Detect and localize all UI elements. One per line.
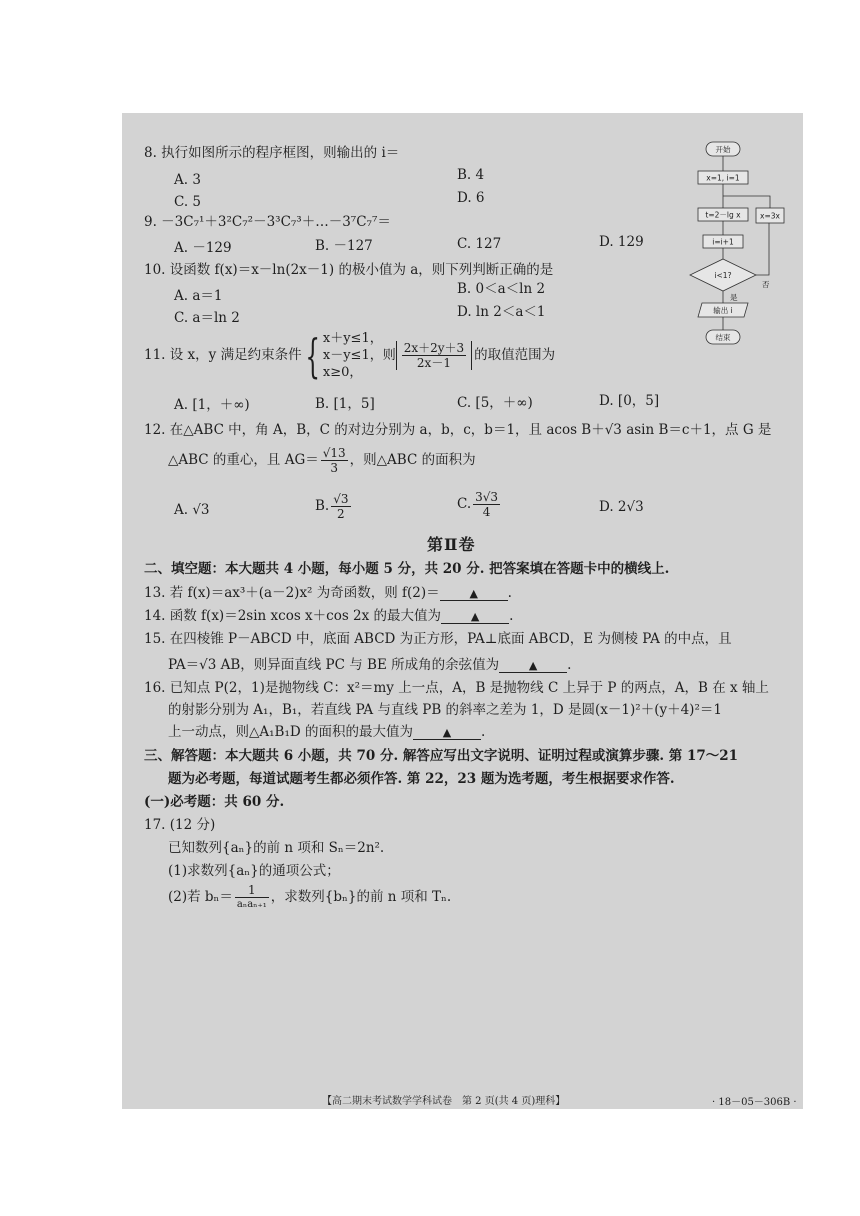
q17-heading: 17. (12 分) bbox=[144, 817, 216, 833]
q15-line-1: 15. 在四棱锥 P－ABCD 中，底面 ABCD 为正方形，PA⊥底面 ABCD，E 为侧棱 PA 的中点，且 bbox=[144, 631, 732, 647]
q11-constraint-3: x≥0， bbox=[322, 365, 363, 380]
q10-option-c: C. a＝ln 2 bbox=[174, 310, 240, 326]
q9-option-a: A. －129 bbox=[174, 240, 232, 256]
q16-line-1: 16. 已知点 P(2，1)是抛物线 C：x²＝my 上一点，A，B 是抛物线 C 上异于 P 的两点，A，B 在 x 轴上 bbox=[144, 680, 769, 696]
q12-option-b bbox=[315, 492, 353, 528]
q12-line-1: 12. 在△ABC 中，角 A，B，C 的对边分别为 a，b，c，b＝1，且 acos B＋√3 asin B＝c＋1，点 G 是 bbox=[144, 422, 772, 438]
paper-code: · 18－05－306B · bbox=[712, 1097, 797, 1108]
q15-end: . bbox=[567, 657, 572, 673]
q12-option-c bbox=[457, 490, 502, 526]
q17-part-2-suffix: ，求数列{bₙ}的前 n 项和 Tₙ. bbox=[270, 889, 452, 905]
part-3-instructions-line-1: 三、解答题：本大题共 6 小题，共 70 分. 解答应写出文字说明、证明过程或演算步骤. 第 17～21 bbox=[144, 748, 739, 764]
part-3-instructions-line-2: 题为必考题，每道试题考生都必须作答. 第 22，23 题为选考题，考生根据要求作答. bbox=[168, 771, 675, 787]
q17-numerator: 1 bbox=[235, 883, 269, 898]
q11-constraints bbox=[323, 330, 396, 381]
q12-line-2-suffix: ，则△ABC 的面积为 bbox=[349, 452, 476, 468]
q12-option-b-denominator: 2 bbox=[337, 507, 345, 521]
q14-answer-blank: ▲ bbox=[441, 610, 509, 624]
q15-answer-blank: ▲ bbox=[499, 659, 567, 673]
q11-brace: { bbox=[304, 328, 320, 383]
flow-condition-label: i<1? bbox=[714, 271, 732, 280]
q13-text: 13. 若 f(x)＝ax³＋(a－2)x² 为奇函数，则 f(2)＝ bbox=[144, 585, 440, 601]
q10-option-a: A. a＝1 bbox=[174, 288, 223, 304]
flow-inc-label: i=i+1 bbox=[712, 237, 734, 247]
q11-constraint-1: x＋y≤1， bbox=[322, 331, 383, 346]
q11-fraction bbox=[402, 341, 466, 370]
q14 bbox=[144, 608, 513, 625]
q11-option-d: D. [0，5] bbox=[599, 393, 660, 409]
q10-option-b: B. 0＜a＜ln 2 bbox=[457, 281, 546, 297]
flow-yes-label: 是 bbox=[730, 293, 738, 302]
required-section-heading: (一)必考题：共 60 分. bbox=[144, 794, 285, 810]
flow-end-label: 结束 bbox=[715, 333, 731, 342]
q8-stem: 8. 执行如图所示的程序框图，则输出的 i＝ bbox=[144, 145, 400, 161]
q17-part-1: (1)求数列{aₙ}的通项公式； bbox=[168, 863, 340, 879]
q15-text: PA＝√3 AB，则异面直线 PC 与 BE 所成角的余弦值为 bbox=[168, 657, 500, 673]
q13-answer-blank: ▲ bbox=[440, 587, 508, 601]
q13 bbox=[144, 585, 512, 602]
flow-output-label: 输出 i bbox=[713, 306, 733, 315]
q16-end: . bbox=[481, 724, 486, 740]
q14-end: . bbox=[509, 608, 514, 624]
q12-option-b-fraction bbox=[331, 492, 350, 521]
q12-line-2 bbox=[168, 446, 476, 482]
q8-option-d: D. 6 bbox=[457, 190, 485, 206]
q9-stem: 9. －3C₇¹＋3²C₇²－3³C₇³＋…－3⁷C₇⁷＝ bbox=[144, 214, 391, 230]
q17-given: 已知数列{aₙ}的前 n 项和 Sₙ＝2n². bbox=[168, 840, 385, 856]
flow-calc-label: t=2－lg x bbox=[705, 210, 741, 220]
flow-loop-label: x=3x bbox=[760, 211, 780, 221]
q17-denominator: aₙaₙ₊₁ bbox=[236, 899, 267, 910]
q17-part-2-prefix: (2)若 bₙ＝ bbox=[168, 889, 233, 905]
q14-text: 14. 函数 f(x)＝2sin xcos x＋cos 2x 的最大值为 bbox=[144, 608, 442, 624]
exam-page bbox=[122, 113, 803, 1109]
q9-option-b: B. －127 bbox=[315, 238, 373, 254]
q11-option-c: C. [5，＋∞) bbox=[457, 395, 533, 411]
q12-option-c-denominator: 4 bbox=[482, 505, 491, 519]
q12-line-2-prefix: △ABC 的重心，且 AG＝ bbox=[168, 452, 319, 468]
q13-end: . bbox=[507, 585, 512, 601]
q8-option-c: C. 5 bbox=[174, 194, 202, 210]
q16-text: 上一动点，则△A₁B₁D 的面积的最大值为 bbox=[168, 724, 413, 740]
q12-option-c-fraction bbox=[473, 490, 500, 519]
q11-prefix: 11. 设 x，y 满足约束条件 bbox=[144, 347, 302, 363]
q10-stem: 10. 设函数 f(x)＝x－ln(2x－1) 的极小值为 a，则下列判断正确的是 bbox=[144, 262, 554, 278]
q12-option-b-label: B. bbox=[315, 498, 330, 514]
q9-option-c: C. 127 bbox=[457, 236, 502, 252]
q12-ag-numerator: √13 bbox=[322, 446, 346, 460]
q8-option-b: B. 4 bbox=[457, 167, 485, 183]
q10-option-d: D. ln 2＜a＜1 bbox=[457, 304, 546, 320]
q17-fraction bbox=[235, 883, 269, 912]
q11-constraint-2: x－y≤1，则 bbox=[322, 348, 396, 363]
q11-abs-expression bbox=[396, 341, 472, 370]
program-flowchart bbox=[682, 133, 797, 353]
q16-answer-blank: ▲ bbox=[413, 726, 481, 740]
q12-ag-fraction bbox=[321, 446, 348, 475]
q15-line-2 bbox=[168, 657, 571, 674]
q12-ag-denominator: 3 bbox=[330, 461, 339, 475]
q12-option-d: D. 2√3 bbox=[599, 499, 644, 515]
q12-option-a: A. √3 bbox=[174, 502, 210, 518]
flow-init-label: x=1, i=1 bbox=[706, 173, 740, 183]
section-2-title: 第Ⅱ卷 bbox=[427, 535, 476, 554]
q12-option-c-numerator: 3√3 bbox=[475, 490, 499, 504]
q12-option-b-numerator: √3 bbox=[333, 492, 349, 506]
q11-denominator: 2x－1 bbox=[416, 356, 451, 370]
q11-option-b: B. [1，5] bbox=[315, 396, 375, 412]
q11-stem bbox=[144, 330, 555, 390]
q11-option-a: A. [1，＋∞) bbox=[174, 397, 250, 413]
q11-suffix: 的取值范围为 bbox=[474, 347, 556, 363]
q16-line-2: 的射影分别为 A₁，B₁，若直线 PA 与直线 PB 的斜率之差为 1，D 是圆(x－1)²＋(y＋4)²＝1 bbox=[168, 702, 722, 718]
q8-option-a: A. 3 bbox=[174, 172, 201, 188]
q11-numerator: 2x＋2y＋3 bbox=[403, 341, 465, 355]
flow-no-label: 否 bbox=[762, 280, 770, 289]
q9-option-d: D. 129 bbox=[599, 234, 644, 250]
flow-start-label: 开始 bbox=[715, 145, 731, 154]
q16-line-3 bbox=[168, 724, 485, 741]
page-footer: 【高二期末考试数学学科试卷 第 2 页(共 4 页)理科】 bbox=[322, 1096, 566, 1107]
q12-option-c-label: C. bbox=[457, 496, 472, 512]
part-2-instructions: 二、填空题：本大题共 4 小题，每小题 5 分，共 20 分. 把答案填在答题卡中的横线上. bbox=[144, 561, 670, 577]
q17-part-2 bbox=[168, 883, 451, 919]
